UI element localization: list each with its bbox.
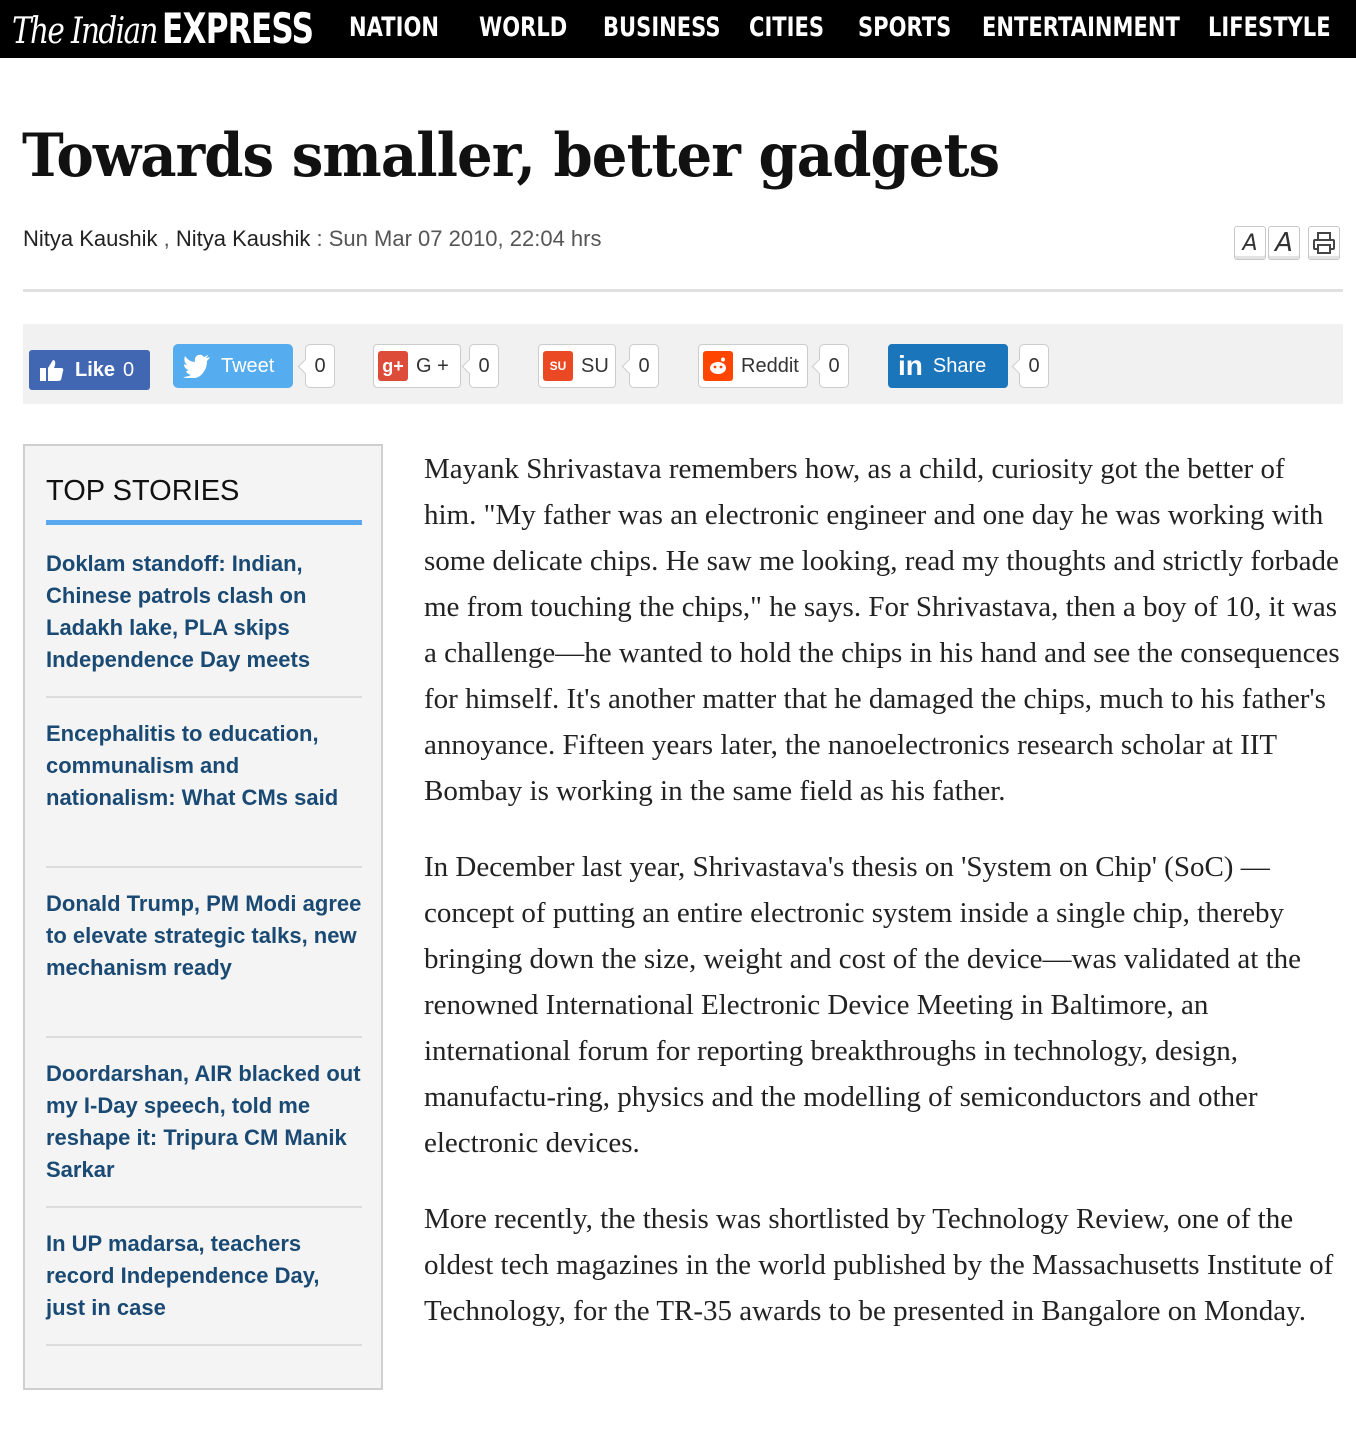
dateline: : Sun Mar 07 2010, 22:04 hrs bbox=[316, 226, 602, 251]
tweet-button[interactable] bbox=[173, 344, 293, 388]
article-paragraph: More recently, the thesis was shortlisted by Technology Review, one of the oldest tech magazines in the world published by the Massachusetts Institute of Technology, for the TR-35 awards to be presented in Bangalore on Monday. bbox=[424, 1203, 1334, 1327]
logo-express: EXPRESS bbox=[162, 4, 314, 53]
reddit-alien-icon bbox=[703, 351, 733, 381]
facebook-like-label: Like bbox=[75, 358, 116, 381]
article-title: Towards smaller, better gadgets bbox=[22, 121, 1000, 191]
tweet-label: Tweet bbox=[221, 354, 275, 377]
nav-item-world[interactable]: WORLD bbox=[479, 12, 568, 43]
nav-item-sports[interactable]: SPORTS bbox=[858, 12, 952, 43]
linkedin-share-button[interactable] bbox=[888, 344, 1008, 388]
top-nav-bar bbox=[0, 0, 1356, 58]
reddit-count: 0 bbox=[819, 344, 849, 388]
google-plus-count: 0 bbox=[469, 344, 499, 388]
author-separator: , bbox=[163, 226, 170, 251]
story-divider bbox=[46, 1036, 362, 1038]
print-button[interactable] bbox=[1308, 226, 1340, 260]
reddit-button[interactable] bbox=[698, 344, 808, 388]
article-paragraph: In December last year, Shrivastava's thesis on 'System on Chip' (SoC) — concept of putting an entire electronic system inside a single chip, thereby bringing down the size, weight and cost of the device—was validated at the renowned International Electronic Device Meeting in Baltimore, an international forum for reporting breakthroughs in technology, design, manufactu-ring, physics and the modelling of semiconductors and other electronic devices. bbox=[424, 851, 1301, 1159]
facebook-like-button[interactable] bbox=[29, 350, 150, 390]
font-decrease-button[interactable] bbox=[1234, 226, 1266, 260]
print-icon bbox=[1312, 232, 1336, 254]
twitter-bird-icon bbox=[183, 354, 211, 378]
story-link[interactable]: Donald Trump, PM Modi agree to elevate strategic talks, new mechanism ready bbox=[46, 891, 362, 980]
google-plus-icon: g+ bbox=[378, 351, 408, 381]
nav-item-business[interactable]: BUSINESS bbox=[603, 12, 721, 43]
story-link[interactable]: Doordarshan, AIR blacked out my I-Day speech, told me reshape it: Tripura CM Manik Sarkar bbox=[46, 1061, 361, 1182]
story-divider bbox=[46, 1206, 362, 1208]
stumbleupon-icon: SU bbox=[543, 351, 573, 381]
nav-item-entertainment[interactable]: ENTERTAINMENT bbox=[982, 12, 1180, 43]
stumbleupon-label: SU bbox=[581, 354, 609, 377]
top-stories-accent-bar bbox=[46, 520, 362, 525]
story-link[interactable]: In UP madarsa, teachers record Independence Day, just in case bbox=[46, 1231, 320, 1320]
article-body bbox=[424, 446, 1344, 1364]
font-small-label: A bbox=[1242, 230, 1258, 256]
google-plus-label: G + bbox=[416, 354, 449, 377]
site-logo[interactable] bbox=[12, 2, 367, 56]
thumbs-up-icon bbox=[39, 358, 65, 382]
google-plus-button[interactable] bbox=[373, 344, 461, 388]
story-divider bbox=[46, 1344, 362, 1346]
header-divider bbox=[23, 289, 1343, 292]
font-large-label: A bbox=[1275, 228, 1293, 258]
byline bbox=[23, 226, 602, 252]
nav-item-nation[interactable]: NATION bbox=[349, 12, 440, 43]
author-link[interactable]: Nitya Kaushik bbox=[175, 226, 311, 251]
reddit-label: Reddit bbox=[741, 354, 799, 377]
story-divider bbox=[46, 696, 362, 698]
top-stories-sidebar bbox=[23, 444, 383, 1390]
story-link[interactable]: Encephalitis to education, communalism and nationalism: What CMs said bbox=[46, 721, 339, 810]
font-increase-button[interactable] bbox=[1268, 226, 1300, 260]
stumbleupon-button[interactable] bbox=[538, 344, 616, 388]
nav-item-lifestyle[interactable]: LIFESTYLE bbox=[1208, 12, 1331, 43]
story-divider bbox=[46, 866, 362, 868]
logo-the-indian: The Indian bbox=[12, 11, 157, 52]
story-link[interactable]: Doklam standoff: Indian, Chinese patrols clash on Ladakh lake, PLA skips Independence Day meets bbox=[46, 551, 311, 672]
linkedin-icon: in bbox=[898, 350, 923, 381]
nav-item-cities[interactable]: CITIES bbox=[749, 12, 825, 43]
tweet-count: 0 bbox=[305, 344, 335, 388]
linkedin-count: 0 bbox=[1019, 344, 1049, 388]
facebook-like-count: 0 bbox=[123, 358, 135, 381]
stumbleupon-count: 0 bbox=[629, 344, 659, 388]
share-bar bbox=[23, 324, 1343, 404]
author-link[interactable]: Nitya Kaushik bbox=[23, 226, 158, 251]
linkedin-share-label: Share bbox=[932, 354, 987, 377]
top-stories-title: TOP STORIES bbox=[46, 475, 240, 507]
article-paragraph: Mayank Shrivastava remembers how, as a child, curiosity got the better of him. "My father was an electronic engineer and one day he was working with some delicate chips. He saw me looking, read my thoughts and strictly forbade me from touching the chips," he says. For Shrivastava, then a boy of 10, it was a challenge—he wanted to hold the chips in his hand and see the consequences for himself. It's another matter that he damaged the chips, much to his father's annoyance. Fifteen years later, the nanoelectronics research scholar at IIT Bombay is working in the same field as his father. bbox=[424, 453, 1340, 807]
